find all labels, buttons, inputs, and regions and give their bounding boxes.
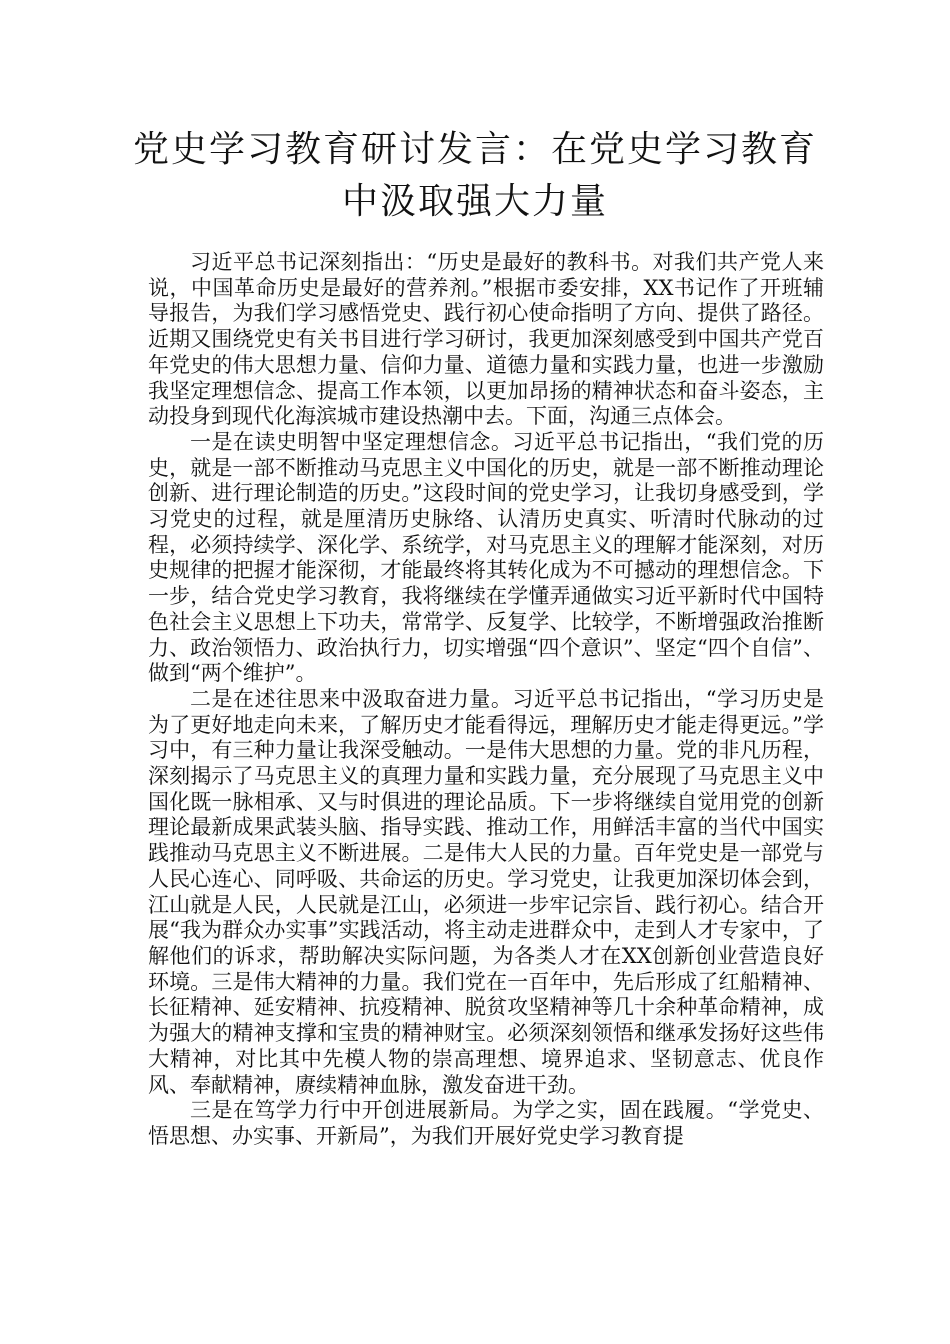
- paragraph-point-1: 一是在读史明智中坚定理想信念。习近平总书记指出，“我们党的历史，就是一部不断推动马克思主义中国化的历史，就是一部不断推动理论创新、进行理论制造的历史。”这段时间的党史学习，让我切身感受到，学习党史的过程，就是厘清历史脉络、认清历史真实、听清时代脉动的过程，必须持续学、深化学、系统学，对马克思主义的理解才能深刻，对历史规律的把握才能深彻，才能最终将其转化成为不可撼动的理想信念。下一步，结合党史学习教育，我将继续在学懂弄通做实习近平新时代中国特色社会主义思想上下功夫，常常学、反复学、比较学，不断增强政治推断力、政治领悟力、政治执行力，切实增强“四个意识”、坚定“四个自信”、做到“两个维护”。: [148, 429, 824, 686]
- title-line-1: 党史学习教育研讨发言：在党史学习教育: [132, 129, 817, 170]
- paragraph-intro: 习近平总书记深刻指出：“历史是最好的教科书。对我们共产党人来说，中国革命历史是最好的营养剂。”根据市委安排，XX书记作了开班辅导报告，为我们学习感悟党史、践行初心使命指明了方向、提供了路径。近期又围绕党史有关书目进行学习研讨，我更加深刻感受到中国共产党百年党史的伟大思想力量、信仰力量、道德力量和实践力量，也进一步激励我坚定理想信念、提高工作本领，以更加昂扬的精神状态和奋斗姿态，主动投身到现代化海滨城市建设热潮中去。下面，沟通三点体会。: [148, 250, 824, 429]
- paragraph-point-2: 二是在述往思来中汲取奋进力量。习近平总书记指出，“学习历史是为了更好地走向未来，了解历史才能看得远，理解历史才能走得更远。”学习中，有三种力量让我深受触动。一是伟大思想的力量。党的非凡历程，深刻揭示了马克思主义的真理力量和实践力量，充分展现了马克思主义中国化既一脉相承、又与时俱进的理论品质。下一步将继续自觉用党的创新理论最新成果武装头脑、指导实践、推动工作，用鲜活丰富的当代中国实践推动马克思主义不断进展。二是伟大人民的力量。百年党史是一部党与人民心连心、同呼吸、共命运的历史。学习党史，让我更加深切体会到，江山就是人民，人民就是江山，必须进一步牢记宗旨、践行初心。结合开展“我为群众办实事”实践活动，将主动走进群众中，走到人才专家中，了解他们的诉求，帮助解决实际问题，为各类人才在XX创新创业营造良好环境。三是伟大精神的力量。我们党在一百年中，先后形成了红船精神、长征精神、延安精神、抗疫精神、脱贫攻坚精神等几十余种革命精神，成为强大的精神支撑和宝贵的精神财宝。必须深刻领悟和继承发扬好这些伟大精神，对比其中先模人物的崇高理想、境界追求、坚韧意志、优良作风、奉献精神，赓续精神血脉，激发奋进干劲。: [148, 686, 824, 1097]
- paragraph-point-3: 三是在笃学力行中开创进展新局。为学之实，固在践履。“学党史、悟思想、办实事、开新局”，为我们开展好党史学习教育提: [148, 1098, 824, 1148]
- title-line-2: 中汲取强大力量: [341, 181, 608, 222]
- document-body: [148, 250, 824, 1150]
- document-title: [0, 124, 950, 228]
